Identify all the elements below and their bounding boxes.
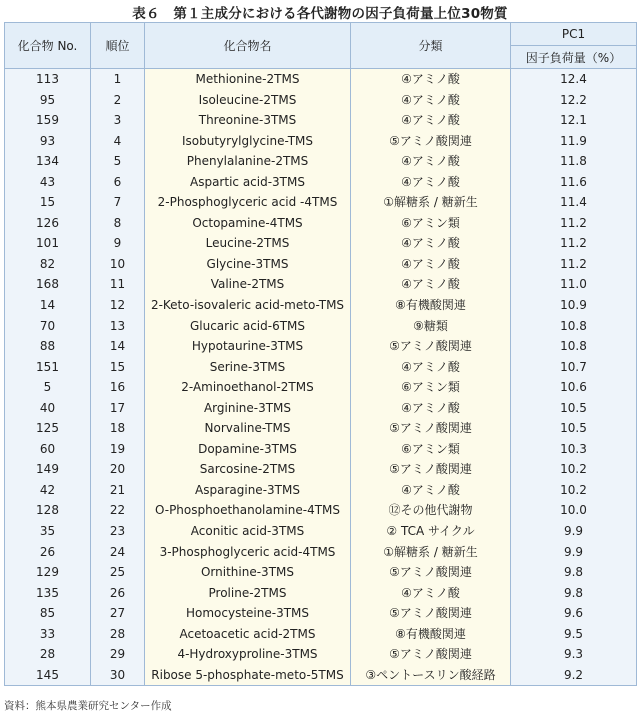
header-pc1: PC1 bbox=[511, 23, 637, 46]
compound-no-cell: 95 bbox=[5, 90, 91, 111]
table-row bbox=[5, 665, 637, 686]
category-cell: ⑧有機酸関連 bbox=[351, 624, 511, 645]
table-row bbox=[5, 69, 637, 90]
compound-no-cell: 101 bbox=[5, 233, 91, 254]
category-cell: ⑫その他代謝物 bbox=[351, 500, 511, 521]
compound-no-cell: 168 bbox=[5, 274, 91, 295]
loading-value-cell: 9.5 bbox=[511, 624, 637, 645]
loading-value-cell: 9.6 bbox=[511, 603, 637, 624]
compound-no-cell: 113 bbox=[5, 69, 91, 90]
loading-value-cell: 11.8 bbox=[511, 151, 637, 172]
header-compound-no: 化合物 No. bbox=[5, 23, 91, 69]
category-cell: ⑥アミン類 bbox=[351, 377, 511, 398]
compound-name-cell: Glucaric acid-6TMS bbox=[145, 316, 351, 337]
compound-name-cell: Octopamine-4TMS bbox=[145, 213, 351, 234]
table-row bbox=[5, 500, 637, 521]
category-cell: ④アミノ酸 bbox=[351, 398, 511, 419]
category-cell: ④アミノ酸 bbox=[351, 357, 511, 378]
rank-cell: 11 bbox=[91, 274, 145, 295]
category-cell: ⑤アミノ酸関連 bbox=[351, 459, 511, 480]
compound-no-cell: 42 bbox=[5, 480, 91, 501]
rank-cell: 12 bbox=[91, 295, 145, 316]
compound-name-cell: Aspartic acid-3TMS bbox=[145, 172, 351, 193]
category-cell: ④アミノ酸 bbox=[351, 90, 511, 111]
loading-value-cell: 9.8 bbox=[511, 583, 637, 604]
loading-value-cell: 11.2 bbox=[511, 213, 637, 234]
loading-value-cell: 10.6 bbox=[511, 377, 637, 398]
rank-cell: 9 bbox=[91, 233, 145, 254]
rank-cell: 17 bbox=[91, 398, 145, 419]
compound-no-cell: 28 bbox=[5, 644, 91, 665]
table-row bbox=[5, 459, 637, 480]
compound-name-cell: Serine-3TMS bbox=[145, 357, 351, 378]
table-row bbox=[5, 110, 637, 131]
compound-name-cell: Arginine-3TMS bbox=[145, 398, 351, 419]
compound-no-cell: 125 bbox=[5, 418, 91, 439]
loading-value-cell: 10.9 bbox=[511, 295, 637, 316]
category-cell: ⑧有機酸関連 bbox=[351, 295, 511, 316]
table-row bbox=[5, 542, 637, 563]
compound-name-cell: Threonine-3TMS bbox=[145, 110, 351, 131]
rank-cell: 22 bbox=[91, 500, 145, 521]
loading-value-cell: 11.9 bbox=[511, 131, 637, 152]
loading-value-cell: 11.2 bbox=[511, 233, 637, 254]
compound-name-cell: Homocysteine-3TMS bbox=[145, 603, 351, 624]
rank-cell: 4 bbox=[91, 131, 145, 152]
rank-cell: 20 bbox=[91, 459, 145, 480]
loading-value-cell: 9.9 bbox=[511, 521, 637, 542]
loading-value-cell: 10.2 bbox=[511, 459, 637, 480]
compound-no-cell: 33 bbox=[5, 624, 91, 645]
compound-name-cell: 4-Hydroxyproline-3TMS bbox=[145, 644, 351, 665]
table-row bbox=[5, 377, 637, 398]
rank-cell: 2 bbox=[91, 90, 145, 111]
compound-no-cell: 129 bbox=[5, 562, 91, 583]
table-title: 表６ 第１主成分における各代謝物の因子負荷量上位30物質 bbox=[132, 6, 508, 22]
source-note: 資料：熊本県農業研究センター作成 bbox=[4, 700, 172, 712]
loading-value-cell: 12.4 bbox=[511, 69, 637, 90]
compound-name-cell: Proline-2TMS bbox=[145, 583, 351, 604]
category-cell: ④アミノ酸 bbox=[351, 480, 511, 501]
compound-name-cell: Sarcosine-2TMS bbox=[145, 459, 351, 480]
loading-value-cell: 11.2 bbox=[511, 254, 637, 275]
rank-cell: 27 bbox=[91, 603, 145, 624]
loading-value-cell: 12.1 bbox=[511, 110, 637, 131]
category-cell: ⑥アミン類 bbox=[351, 439, 511, 460]
loading-table bbox=[4, 22, 637, 686]
compound-name-cell: 2-Keto-isovaleric acid-meto-TMS bbox=[145, 295, 351, 316]
compound-no-cell: 35 bbox=[5, 521, 91, 542]
table-row bbox=[5, 624, 637, 645]
table-row bbox=[5, 274, 637, 295]
category-cell: ⑤アミノ酸関連 bbox=[351, 131, 511, 152]
table-row bbox=[5, 316, 637, 337]
table-body bbox=[5, 69, 637, 686]
table-row bbox=[5, 192, 637, 213]
compound-name-cell: Glycine-3TMS bbox=[145, 254, 351, 275]
compound-no-cell: 15 bbox=[5, 192, 91, 213]
loading-value-cell: 11.0 bbox=[511, 274, 637, 295]
compound-no-cell: 128 bbox=[5, 500, 91, 521]
compound-no-cell: 14 bbox=[5, 295, 91, 316]
rank-cell: 19 bbox=[91, 439, 145, 460]
category-cell: ⑤アミノ酸関連 bbox=[351, 562, 511, 583]
category-cell: ①解糖系 / 糖新生 bbox=[351, 192, 511, 213]
compound-no-cell: 134 bbox=[5, 151, 91, 172]
loading-value-cell: 10.8 bbox=[511, 336, 637, 357]
compound-no-cell: 151 bbox=[5, 357, 91, 378]
loading-value-cell: 9.9 bbox=[511, 542, 637, 563]
table-row bbox=[5, 521, 637, 542]
category-cell: ⑤アミノ酸関連 bbox=[351, 644, 511, 665]
loading-value-cell: 10.8 bbox=[511, 316, 637, 337]
compound-no-cell: 5 bbox=[5, 377, 91, 398]
rank-cell: 30 bbox=[91, 665, 145, 686]
category-cell: ④アミノ酸 bbox=[351, 254, 511, 275]
compound-name-cell: Acetoacetic acid-2TMS bbox=[145, 624, 351, 645]
compound-name-cell: Ribose 5-phosphate-meto-5TMS bbox=[145, 665, 351, 686]
compound-name-cell: 3-Phosphoglyceric acid-4TMS bbox=[145, 542, 351, 563]
rank-cell: 26 bbox=[91, 583, 145, 604]
compound-name-cell: Methionine-2TMS bbox=[145, 69, 351, 90]
category-cell: ④アミノ酸 bbox=[351, 583, 511, 604]
compound-name-cell: Valine-2TMS bbox=[145, 274, 351, 295]
table-row bbox=[5, 418, 637, 439]
category-cell: ④アミノ酸 bbox=[351, 110, 511, 131]
table-row bbox=[5, 603, 637, 624]
loading-value-cell: 10.3 bbox=[511, 439, 637, 460]
compound-no-cell: 149 bbox=[5, 459, 91, 480]
compound-name-cell: 2-Phosphoglyceric acid -4TMS bbox=[145, 192, 351, 213]
rank-cell: 15 bbox=[91, 357, 145, 378]
table-row bbox=[5, 336, 637, 357]
header-compound-name: 化合物名 bbox=[145, 23, 351, 69]
table-row bbox=[5, 233, 637, 254]
category-cell: ④アミノ酸 bbox=[351, 274, 511, 295]
compound-name-cell: Ornithine-3TMS bbox=[145, 562, 351, 583]
loading-value-cell: 10.7 bbox=[511, 357, 637, 378]
compound-no-cell: 26 bbox=[5, 542, 91, 563]
rank-cell: 7 bbox=[91, 192, 145, 213]
category-cell: ④アミノ酸 bbox=[351, 69, 511, 90]
loading-value-cell: 9.3 bbox=[511, 644, 637, 665]
compound-name-cell: O-Phosphoethanolamine-4TMS bbox=[145, 500, 351, 521]
compound-name-cell: Norvaline-TMS bbox=[145, 418, 351, 439]
compound-no-cell: 40 bbox=[5, 398, 91, 419]
compound-name-cell: Asparagine-3TMS bbox=[145, 480, 351, 501]
compound-name-cell: 2-Aminoethanol-2TMS bbox=[145, 377, 351, 398]
table-row bbox=[5, 172, 637, 193]
compound-no-cell: 159 bbox=[5, 110, 91, 131]
table-row bbox=[5, 295, 637, 316]
compound-no-cell: 145 bbox=[5, 665, 91, 686]
rank-cell: 18 bbox=[91, 418, 145, 439]
table-row bbox=[5, 480, 637, 501]
table-row bbox=[5, 439, 637, 460]
header-rank: 順位 bbox=[91, 23, 145, 69]
table-row bbox=[5, 90, 637, 111]
compound-name-cell: Leucine-2TMS bbox=[145, 233, 351, 254]
category-cell: ⑤アミノ酸関連 bbox=[351, 336, 511, 357]
category-cell: ⑨糖類 bbox=[351, 316, 511, 337]
rank-cell: 25 bbox=[91, 562, 145, 583]
table-row bbox=[5, 151, 637, 172]
table-row bbox=[5, 644, 637, 665]
rank-cell: 6 bbox=[91, 172, 145, 193]
table-row bbox=[5, 398, 637, 419]
table-row bbox=[5, 583, 637, 604]
rank-cell: 3 bbox=[91, 110, 145, 131]
loading-value-cell: 11.6 bbox=[511, 172, 637, 193]
compound-no-cell: 126 bbox=[5, 213, 91, 234]
rank-cell: 10 bbox=[91, 254, 145, 275]
compound-no-cell: 85 bbox=[5, 603, 91, 624]
category-cell: ④アミノ酸 bbox=[351, 151, 511, 172]
rank-cell: 21 bbox=[91, 480, 145, 501]
loading-value-cell: 10.5 bbox=[511, 398, 637, 419]
category-cell: ⑤アミノ酸関連 bbox=[351, 418, 511, 439]
table-row bbox=[5, 562, 637, 583]
rank-cell: 14 bbox=[91, 336, 145, 357]
rank-cell: 1 bbox=[91, 69, 145, 90]
rank-cell: 16 bbox=[91, 377, 145, 398]
loading-value-cell: 10.2 bbox=[511, 480, 637, 501]
table-row bbox=[5, 131, 637, 152]
loading-value-cell: 9.8 bbox=[511, 562, 637, 583]
compound-no-cell: 70 bbox=[5, 316, 91, 337]
category-cell: ④アミノ酸 bbox=[351, 172, 511, 193]
table-row bbox=[5, 254, 637, 275]
category-cell: ⑥アミン類 bbox=[351, 213, 511, 234]
rank-cell: 24 bbox=[91, 542, 145, 563]
loading-value-cell: 11.4 bbox=[511, 192, 637, 213]
table-row bbox=[5, 357, 637, 378]
category-cell: ② TCA サイクル bbox=[351, 521, 511, 542]
loading-value-cell: 9.2 bbox=[511, 665, 637, 686]
compound-name-cell: Isobutyrylglycine-TMS bbox=[145, 131, 351, 152]
compound-name-cell: Dopamine-3TMS bbox=[145, 439, 351, 460]
compound-name-cell: Hypotaurine-3TMS bbox=[145, 336, 351, 357]
rank-cell: 23 bbox=[91, 521, 145, 542]
compound-name-cell: Phenylalanine-2TMS bbox=[145, 151, 351, 172]
compound-no-cell: 43 bbox=[5, 172, 91, 193]
loading-value-cell: 10.5 bbox=[511, 418, 637, 439]
rank-cell: 28 bbox=[91, 624, 145, 645]
compound-no-cell: 82 bbox=[5, 254, 91, 275]
category-cell: ①解糖系 / 糖新生 bbox=[351, 542, 511, 563]
rank-cell: 13 bbox=[91, 316, 145, 337]
compound-no-cell: 135 bbox=[5, 583, 91, 604]
loading-value-cell: 12.2 bbox=[511, 90, 637, 111]
loading-value-cell: 10.0 bbox=[511, 500, 637, 521]
compound-no-cell: 60 bbox=[5, 439, 91, 460]
compound-name-cell: Aconitic acid-3TMS bbox=[145, 521, 351, 542]
table-row bbox=[5, 213, 637, 234]
category-cell: ⑤アミノ酸関連 bbox=[351, 603, 511, 624]
rank-cell: 29 bbox=[91, 644, 145, 665]
category-cell: ③ペントースリン酸経路 bbox=[351, 665, 511, 686]
compound-no-cell: 93 bbox=[5, 131, 91, 152]
header-loading: 因子負荷量（%） bbox=[511, 46, 637, 69]
rank-cell: 8 bbox=[91, 213, 145, 234]
compound-no-cell: 88 bbox=[5, 336, 91, 357]
header-category: 分類 bbox=[351, 23, 511, 69]
compound-name-cell: Isoleucine-2TMS bbox=[145, 90, 351, 111]
rank-cell: 5 bbox=[91, 151, 145, 172]
category-cell: ④アミノ酸 bbox=[351, 233, 511, 254]
